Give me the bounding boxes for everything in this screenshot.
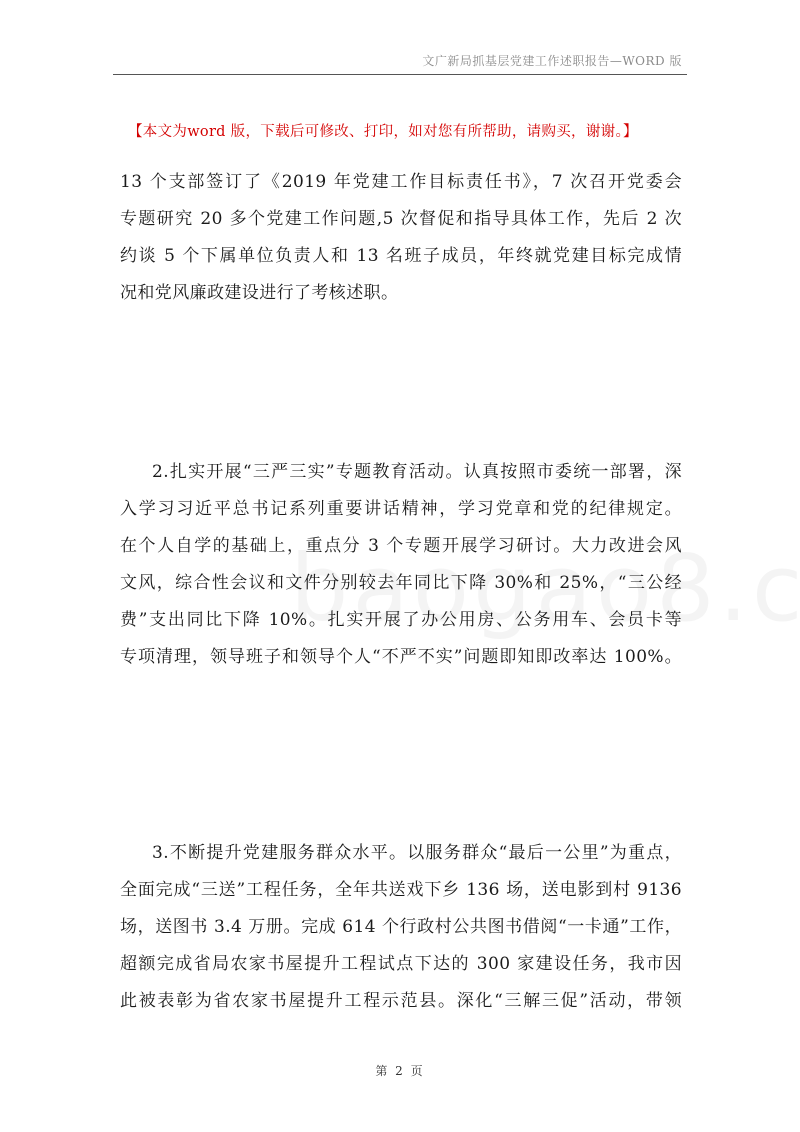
paragraph-1: [120, 164, 682, 312]
paragraph-line: 13 个支部签订了《2019 年党建工作目标责任书》，7 次召开党委会: [120, 172, 682, 192]
paragraph-2: [120, 454, 682, 676]
paragraph-line: 专项清理，领导班子和领导个人“不严不实”问题即知即改率达 100%。: [120, 647, 682, 667]
paragraph-line: 场，送图书 3.4 万册。完成 614 个行政村公共图书借阅“一卡通”工作，: [120, 917, 682, 937]
paragraph-line: 此被表彰为省农家书屋提升工程示范县。深化“三解三促”活动，带领: [120, 991, 682, 1011]
paragraph-3: [120, 835, 682, 1020]
paragraph-line: 3.不断提升党建服务群众水平。以服务群众“最后一公里”为重点，: [152, 843, 682, 863]
paragraph-line: 超额完成省局农家书屋提升工程试点下达的 300 家建设任务，我市因: [120, 954, 682, 974]
paragraph-line: 约谈 5 个下属单位负责人和 13 名班子成员，年终就党建目标完成情: [120, 246, 682, 266]
paragraph-line: 全面完成“三送”工程任务，全年共送戏下乡 136 场，送电影到村 9136: [120, 880, 682, 900]
header-divider: [113, 74, 687, 75]
paragraph-line: 专题研究 20 多个党建工作问题,5 次督促和指导具体工作，先后 2 次: [120, 209, 682, 229]
paragraph-line: 费”支出同比下降 10%。扎实开展了办公用房、公务用车、会员卡等: [120, 610, 682, 630]
paragraph-line: 文风，综合性会议和文件分别较去年同比下降 30%和 25%，“三公经: [120, 573, 682, 593]
running-header: 文广新局抓基层党建工作述职报告—WORD 版: [422, 54, 682, 68]
page-number: 第 2 页: [375, 1064, 425, 1078]
purchase-notice: 【本文为word 版，下载后可修改、打印，如对您有所帮助，请购买，谢谢。】: [128, 124, 638, 140]
paragraph-line: 在个人自学的基础上，重点分 3 个专题开展学习研讨。大力改进会风: [120, 536, 682, 556]
paragraph-line: 入学习习近平总书记系列重要讲话精神，学习党章和党的纪律规定。: [120, 499, 682, 519]
paragraph-line: 2.扎实开展“三严三实”专题教育活动。认真按照市委统一部署，深: [152, 462, 682, 482]
paragraph-line: 况和党风廉政建设进行了考核述职。: [120, 283, 399, 303]
